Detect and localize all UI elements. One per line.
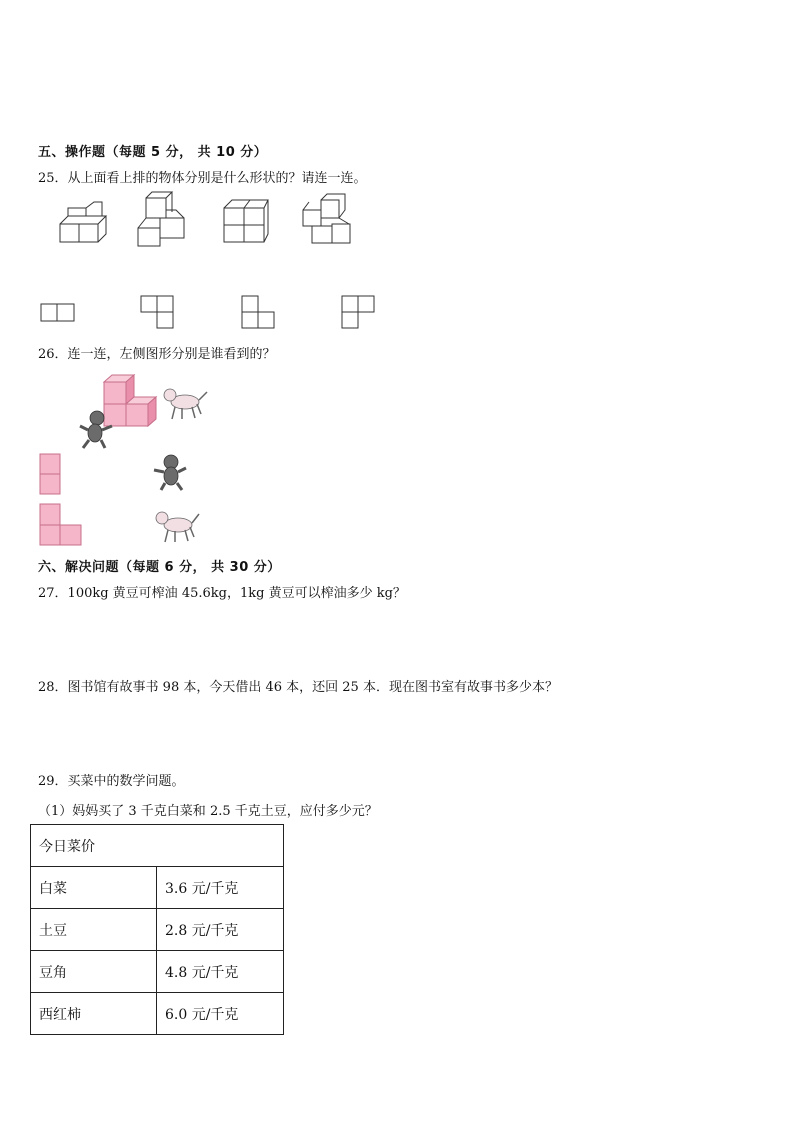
monkey-icon-2: [154, 455, 186, 490]
table-row: [31, 867, 284, 909]
table-cell-name: 豆角: [31, 951, 157, 993]
table-cell-price: 2.8 元/千克: [157, 909, 284, 951]
question-25-text: 25．从上面看上排的物体分别是什么形状的？请连一连。: [38, 171, 367, 186]
dog-icon-2: [156, 512, 199, 542]
question-29-sub1: （1）妈妈买了 3 千克白菜和 2.5 千克土豆，应付多少元？: [38, 804, 378, 819]
table-cell-name: 西红柿: [31, 993, 157, 1035]
section-title-6: 六、解决问题（每题 6 分， 共 30 分）: [38, 560, 281, 575]
table-cell-name: 白菜: [31, 867, 157, 909]
table-row: [31, 993, 284, 1035]
table-row: [31, 951, 284, 993]
table-cell-price: 3.6 元/千克: [157, 867, 284, 909]
answer-shape-2: [40, 504, 81, 545]
question-27-text: 27．100kg 黄豆可榨油 45.6kg，1kg 黄豆可以榨油多少 kg？: [38, 586, 406, 601]
section-title-5: 五、操作题（每题 5 分， 共 10 分）: [38, 145, 268, 160]
table-cell-price: 6.0 元/千克: [157, 993, 284, 1035]
table-header-row: [31, 825, 284, 867]
answer-shape-1: [40, 454, 60, 494]
table-cell-name: 土豆: [31, 909, 157, 951]
question-28-text: 28．图书馆有故事书 98 本，今天借出 46 本，还回 25 本．现在图书室有故事书多少本？: [38, 680, 558, 695]
table-header: 今日菜价: [31, 825, 284, 867]
question-29-text: 29．买菜中的数学问题。: [38, 774, 185, 789]
dog-icon-1: [164, 389, 207, 419]
table-cell-price: 4.8 元/千克: [157, 951, 284, 993]
price-table: [30, 824, 284, 1035]
pink-cube-structure: [104, 375, 156, 426]
question-26-text: 26．连一连，左侧图形分别是谁看到的？: [38, 347, 276, 362]
table-row: [31, 909, 284, 951]
